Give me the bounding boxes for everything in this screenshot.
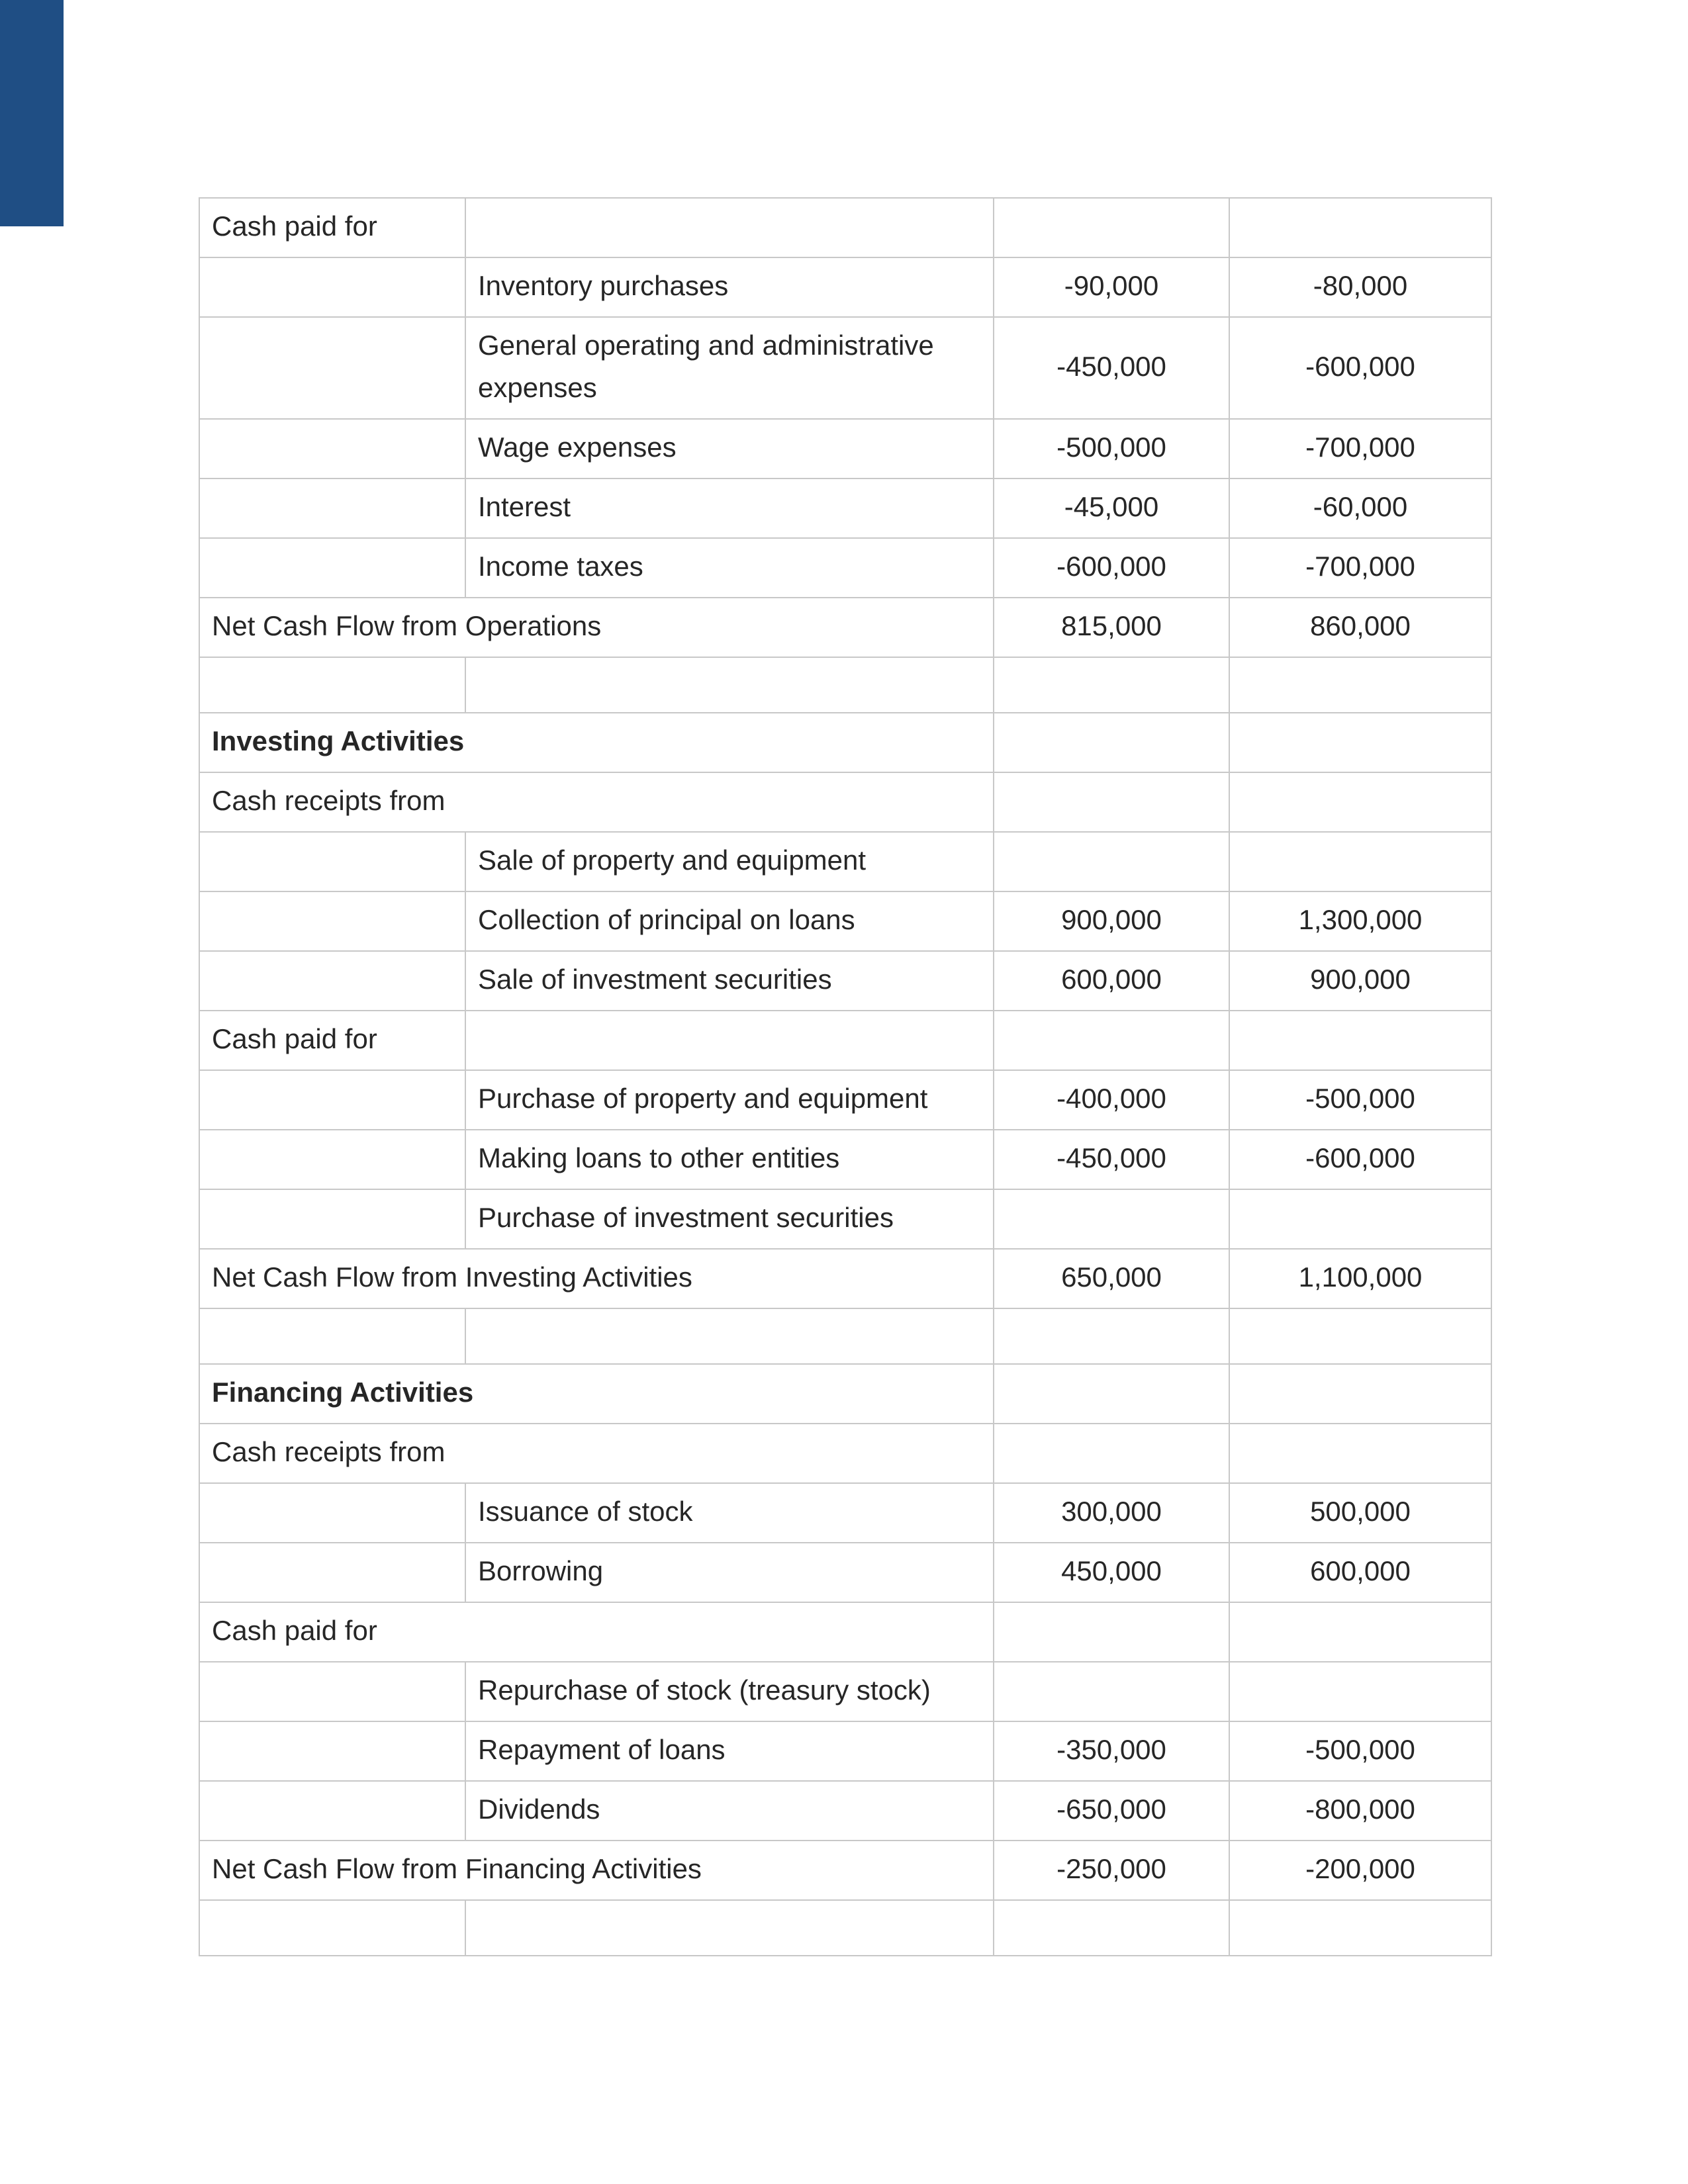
table-row — [199, 1781, 1491, 1841]
value-col-2: -200,000 — [1229, 1841, 1491, 1900]
table-row — [199, 1424, 1491, 1483]
table-row — [199, 772, 1491, 832]
empty-cell — [994, 1308, 1229, 1364]
table-row — [199, 1662, 1491, 1721]
empty-cell — [1229, 657, 1491, 713]
value-col-2: 1,300,000 — [1229, 891, 1491, 951]
value-col-1: 900,000 — [994, 891, 1229, 951]
table-row — [199, 198, 1491, 257]
value-col-1: -500,000 — [994, 419, 1229, 478]
table-row — [199, 1721, 1491, 1781]
net-cash-flow-investing-label: Net Cash Flow from Investing Activities — [199, 1249, 994, 1308]
value-col-1 — [994, 772, 1229, 832]
value-col-1 — [994, 832, 1229, 891]
value-col-2 — [1229, 832, 1491, 891]
row-label: Cash paid for — [199, 1011, 465, 1070]
row-sublabel — [465, 1011, 994, 1070]
row-sublabel: Purchase of property and equipment — [465, 1070, 994, 1130]
value-col-2: 1,100,000 — [1229, 1249, 1491, 1308]
value-col-2: 860,000 — [1229, 598, 1491, 657]
value-col-1: 300,000 — [994, 1483, 1229, 1543]
row-label: Cash paid for — [199, 1602, 994, 1662]
table-row — [199, 713, 1491, 772]
value-col-1: 450,000 — [994, 1543, 1229, 1602]
table-row — [199, 832, 1491, 891]
net-cash-flow-financing-label: Net Cash Flow from Financing Activities — [199, 1841, 994, 1900]
value-col-1: -250,000 — [994, 1841, 1229, 1900]
value-col-1: 815,000 — [994, 598, 1229, 657]
table-row-empty — [199, 1308, 1491, 1364]
value-col-1 — [994, 1364, 1229, 1424]
table-row — [199, 891, 1491, 951]
value-col-2: -500,000 — [1229, 1721, 1491, 1781]
row-sublabel: Borrowing — [465, 1543, 994, 1602]
table-row-empty — [199, 1900, 1491, 1956]
value-col-1 — [994, 1662, 1229, 1721]
value-col-2: 500,000 — [1229, 1483, 1491, 1543]
table-row — [199, 257, 1491, 317]
row-label — [199, 1721, 465, 1781]
row-sublabel: Making loans to other entities — [465, 1130, 994, 1189]
table-row — [199, 1249, 1491, 1308]
row-sublabel: Issuance of stock — [465, 1483, 994, 1543]
row-sublabel: Dividends — [465, 1781, 994, 1841]
row-sublabel: Wage expenses — [465, 419, 994, 478]
value-col-2: -600,000 — [1229, 317, 1491, 419]
empty-cell — [994, 1900, 1229, 1956]
row-label: Cash receipts from — [199, 1424, 994, 1483]
row-sublabel — [465, 198, 994, 257]
row-sublabel: Income taxes — [465, 538, 994, 598]
empty-cell — [465, 1900, 994, 1956]
value-col-2: -80,000 — [1229, 257, 1491, 317]
table-row — [199, 1543, 1491, 1602]
table-row — [199, 1130, 1491, 1189]
table-row — [199, 538, 1491, 598]
row-sublabel: Repurchase of stock (treasury stock) — [465, 1662, 994, 1721]
table-row — [199, 1070, 1491, 1130]
value-col-1: 600,000 — [994, 951, 1229, 1011]
row-sublabel: Purchase of investment securities — [465, 1189, 994, 1249]
value-col-2: -600,000 — [1229, 1130, 1491, 1189]
value-col-2: 600,000 — [1229, 1543, 1491, 1602]
table-row — [199, 951, 1491, 1011]
table-row — [199, 317, 1491, 419]
row-label — [199, 1130, 465, 1189]
row-label — [199, 1543, 465, 1602]
row-label — [199, 478, 465, 538]
value-col-2: -800,000 — [1229, 1781, 1491, 1841]
empty-cell — [465, 1308, 994, 1364]
row-label — [199, 317, 465, 419]
value-col-1 — [994, 713, 1229, 772]
row-label — [199, 1662, 465, 1721]
row-label: Cash paid for — [199, 198, 465, 257]
value-col-1: -400,000 — [994, 1070, 1229, 1130]
table-row — [199, 1841, 1491, 1900]
row-sublabel: Inventory purchases — [465, 257, 994, 317]
table-row — [199, 1364, 1491, 1424]
value-col-2: -60,000 — [1229, 478, 1491, 538]
value-col-1 — [994, 198, 1229, 257]
row-label — [199, 1070, 465, 1130]
row-sublabel: Sale of investment securities — [465, 951, 994, 1011]
row-label — [199, 1781, 465, 1841]
value-col-1 — [994, 1189, 1229, 1249]
empty-cell — [994, 657, 1229, 713]
row-label — [199, 832, 465, 891]
row-label — [199, 1483, 465, 1543]
table-row — [199, 1011, 1491, 1070]
table-row — [199, 1483, 1491, 1543]
section-heading-financing: Financing Activities — [199, 1364, 994, 1424]
empty-cell — [1229, 1308, 1491, 1364]
row-sublabel: Collection of principal on loans — [465, 891, 994, 951]
value-col-1 — [994, 1602, 1229, 1662]
value-col-2 — [1229, 713, 1491, 772]
table-row-empty — [199, 657, 1491, 713]
empty-cell — [199, 657, 465, 713]
cash-flow-table — [199, 197, 1492, 1956]
empty-cell — [1229, 1900, 1491, 1956]
row-sublabel: Sale of property and equipment — [465, 832, 994, 891]
empty-cell — [199, 1900, 465, 1956]
row-label — [199, 257, 465, 317]
value-col-2 — [1229, 198, 1491, 257]
empty-cell — [199, 1308, 465, 1364]
table-row — [199, 1189, 1491, 1249]
value-col-2: -700,000 — [1229, 419, 1491, 478]
value-col-2: -500,000 — [1229, 1070, 1491, 1130]
value-col-2 — [1229, 1602, 1491, 1662]
value-col-1 — [994, 1424, 1229, 1483]
empty-cell — [465, 657, 994, 713]
table-row — [199, 598, 1491, 657]
value-col-1: -450,000 — [994, 1130, 1229, 1189]
value-col-2: 900,000 — [1229, 951, 1491, 1011]
value-col-2 — [1229, 772, 1491, 832]
row-label — [199, 891, 465, 951]
value-col-2 — [1229, 1011, 1491, 1070]
value-col-2 — [1229, 1364, 1491, 1424]
row-label — [199, 538, 465, 598]
value-col-2 — [1229, 1189, 1491, 1249]
value-col-1: -650,000 — [994, 1781, 1229, 1841]
value-col-1 — [994, 1011, 1229, 1070]
section-heading-investing: Investing Activities — [199, 713, 994, 772]
value-col-2: -700,000 — [1229, 538, 1491, 598]
value-col-1: -450,000 — [994, 317, 1229, 419]
value-col-1: -600,000 — [994, 538, 1229, 598]
row-label — [199, 1189, 465, 1249]
value-col-2 — [1229, 1424, 1491, 1483]
row-sublabel: Interest — [465, 478, 994, 538]
table-row — [199, 419, 1491, 478]
value-col-1: 650,000 — [994, 1249, 1229, 1308]
row-sublabel: Repayment of loans — [465, 1721, 994, 1781]
table-row — [199, 478, 1491, 538]
row-label — [199, 419, 465, 478]
row-label: Cash receipts from — [199, 772, 994, 832]
value-col-2 — [1229, 1662, 1491, 1721]
table-row — [199, 1602, 1491, 1662]
net-cash-flow-operations-label: Net Cash Flow from Operations — [199, 598, 994, 657]
row-label — [199, 951, 465, 1011]
decorative-accent-bar — [0, 0, 64, 226]
value-col-1: -45,000 — [994, 478, 1229, 538]
value-col-1: -350,000 — [994, 1721, 1229, 1781]
row-sublabel: General operating and administrative expenses — [465, 317, 994, 419]
value-col-1: -90,000 — [994, 257, 1229, 317]
